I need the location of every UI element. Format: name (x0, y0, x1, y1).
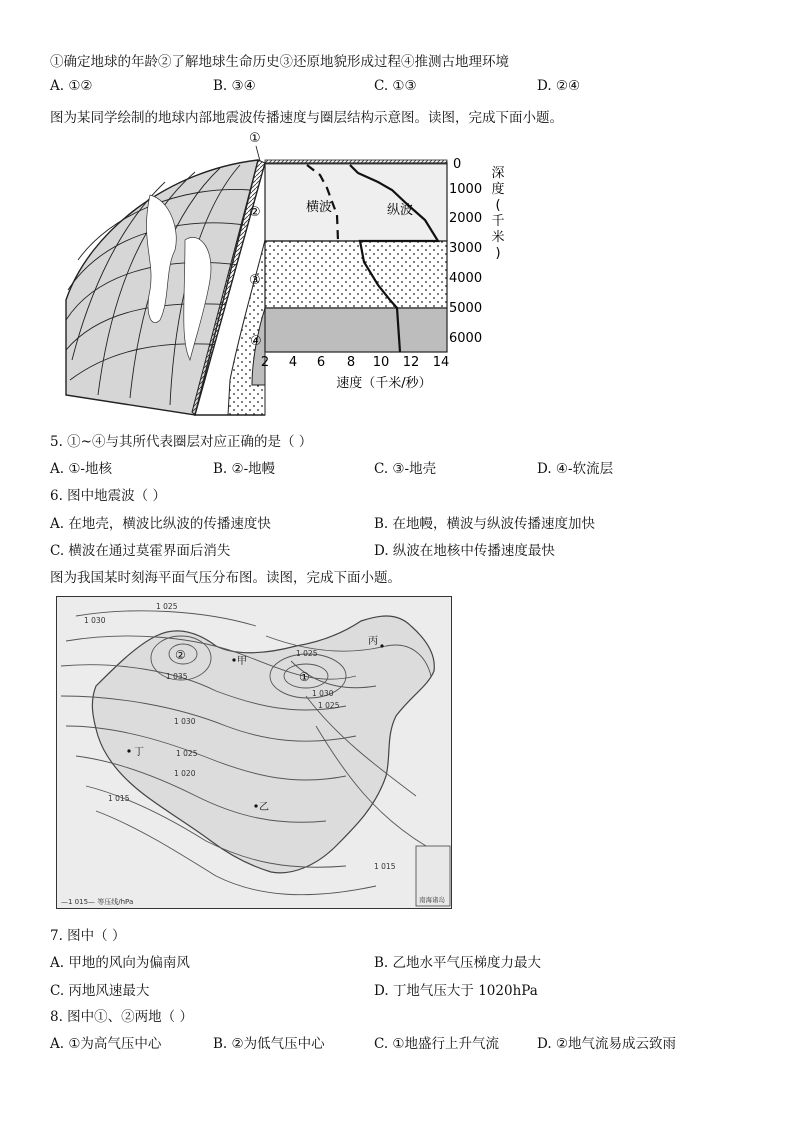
depth-title: ) (495, 246, 501, 261)
earth-interior-figure (60, 128, 505, 420)
speed-tick: 2 (260, 355, 270, 370)
s-wave-label: 横波 (306, 200, 333, 215)
isobar-label: 1 030 (312, 689, 334, 698)
q5-option-c: C. ③-地壳 (374, 461, 437, 477)
q7-option-a: A. 甲地的风向为偏南风 (50, 955, 190, 971)
isobar-label: 1 025 (318, 701, 340, 710)
pressure-center-1: ① (299, 670, 310, 684)
place-bing: 丙 (368, 636, 378, 647)
q5-stem: 5. ①~④与其所代表圈层对应正确的是（ ） (50, 434, 313, 450)
p-wave-label: 纵波 (387, 203, 414, 218)
depth-tick: 5000 (449, 301, 483, 316)
depth-title: 深 (491, 166, 505, 181)
isobar-label: 1 030 (174, 717, 196, 726)
q5-option-a: A. ①-地核 (50, 461, 112, 477)
depth-title: 米 (491, 230, 505, 245)
q5-option-b: B. ②-地幔 (213, 461, 276, 477)
q7-option-c: C. 丙地风速最大 (50, 983, 150, 999)
place-jia: 甲 (237, 656, 247, 667)
q5-option-d: D. ④-软流层 (537, 461, 614, 477)
pressure-map-figure (56, 596, 452, 909)
depth-tick: 1000 (449, 182, 483, 197)
isobar-label: 1 025 (156, 602, 178, 611)
layer-3-label: ③ (249, 273, 261, 288)
isobar-label: 1 015 (374, 862, 396, 871)
place-ding: 丁 (134, 747, 144, 758)
speed-tick: 6 (316, 355, 326, 370)
q4-option-c: C. ①③ (374, 78, 417, 94)
figure2-intro: 图为我国某时刻海平面气压分布图。读图，完成下面小题。 (50, 570, 401, 586)
question-items-text: ①确定地球的年龄②了解地球生命历史③还原地貌形成过程④推测古地理环境 (50, 54, 509, 70)
inset-label: 南海诸岛 (419, 896, 445, 904)
place-yi: 乙 (259, 802, 269, 813)
speed-tick: 4 (288, 355, 298, 370)
speed-tick: 8 (346, 355, 356, 370)
depth-title: 千 (491, 214, 505, 229)
layer-1-label: ① (249, 131, 261, 146)
q7-option-d: D. 丁地气压大于 1020hPa (374, 983, 538, 999)
q8-option-b: B. ②为低气压中心 (213, 1036, 325, 1052)
q7-stem: 7. 图中（ ） (50, 928, 126, 944)
pressure-center-2: ② (175, 648, 186, 662)
speed-axis-title: 速度（千米/秒） (336, 376, 432, 391)
q4-option-a: A. ①② (50, 78, 93, 94)
q8-option-a: A. ①为高气压中心 (50, 1036, 162, 1052)
figure1-intro: 图为某同学绘制的地球内部地震波传播速度与圈层结构示意图。读图，完成下面小题。 (50, 110, 563, 126)
q8-option-c: C. ①地盛行上升气流 (374, 1036, 500, 1052)
q6-option-b: B. 在地幔，横波与纵波传播速度加快 (374, 516, 596, 532)
isobar-label: 1 035 (166, 672, 188, 681)
q6-option-c: C. 横波在通过莫霍界面后消失 (50, 543, 231, 559)
layer-2-label: ② (249, 205, 261, 220)
isobar-label: 1 020 (174, 769, 196, 778)
depth-tick: 0 (453, 157, 462, 172)
isobar-label: 1 025 (296, 649, 318, 658)
depth-tick: 4000 (449, 271, 483, 286)
q4-option-b: B. ③④ (213, 78, 256, 94)
isobar-label: 1 025 (176, 749, 198, 758)
q6-option-d: D. 纵波在地核中传播速度最快 (374, 543, 555, 559)
q8-option-d: D. ②地气流易成云致雨 (537, 1036, 677, 1052)
q6-stem: 6. 图中地震波（ ） (50, 488, 166, 504)
depth-tick: 6000 (449, 331, 483, 346)
q6-option-a: A. 在地壳，横波比纵波的传播速度快 (50, 516, 271, 532)
speed-tick: 14 (432, 355, 450, 370)
speed-tick: 12 (402, 355, 420, 370)
depth-tick: 2000 (449, 211, 483, 226)
layer-4-label: ④ (250, 334, 262, 349)
q4-option-d: D. ②④ (537, 78, 581, 94)
depth-title: ( (495, 198, 501, 213)
map-legend: —1 015— 等压线/hPa (61, 898, 134, 906)
depth-tick: 3000 (449, 241, 483, 256)
q7-option-b: B. 乙地水平气压梯度力最大 (374, 955, 542, 971)
q8-stem: 8. 图中①、②两地（ ） (50, 1009, 193, 1025)
speed-tick: 10 (372, 355, 390, 370)
isobar-label: 1 030 (84, 616, 106, 625)
isobar-label: 1 015 (108, 794, 130, 803)
depth-title: 度 (491, 182, 505, 197)
